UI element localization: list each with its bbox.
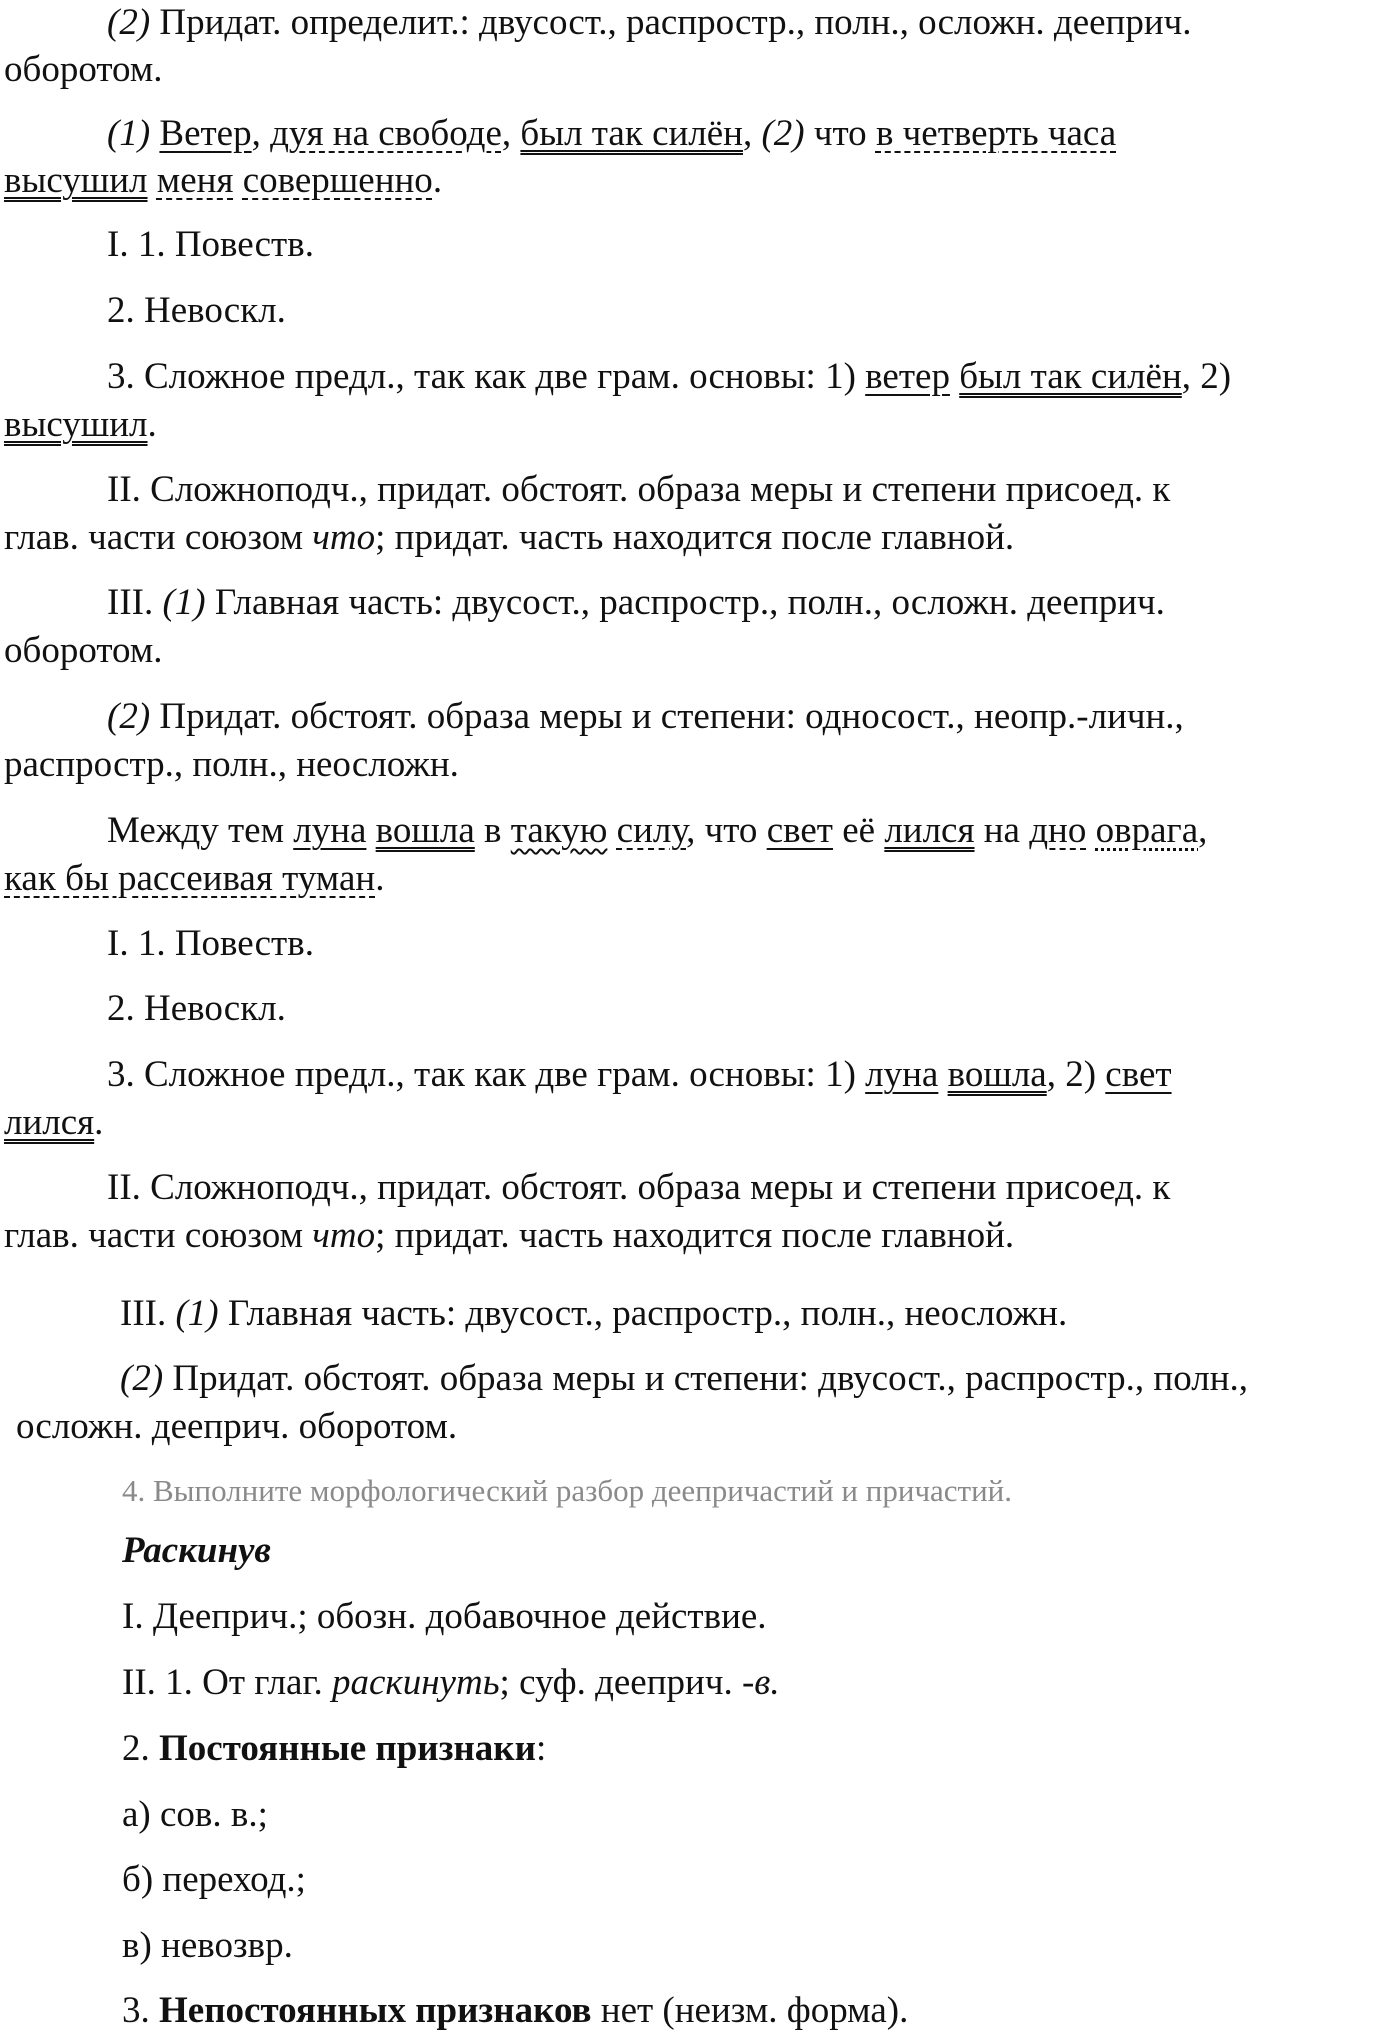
text-line bbox=[4, 1100, 103, 1146]
text-line bbox=[107, 0, 1192, 46]
marked-segment: вошла bbox=[947, 1054, 1047, 1095]
task-heading bbox=[122, 1468, 1012, 1514]
text-segment bbox=[938, 1054, 947, 1095]
text-segment: : bbox=[535, 1728, 547, 1769]
text-line bbox=[4, 158, 442, 204]
marked-segment: Ветер bbox=[159, 113, 252, 154]
text-segment: 3. Сложное предл., так как две грам. основы: 1) bbox=[107, 1054, 866, 1095]
marked-segment: силу bbox=[616, 810, 687, 851]
text-line bbox=[4, 1213, 1014, 1259]
marked-segment: в четверть часа bbox=[875, 113, 1117, 154]
text-segment: а) сов. в.; bbox=[122, 1794, 268, 1835]
text-segment: III. bbox=[107, 582, 163, 623]
text-segment bbox=[607, 810, 616, 851]
text-line bbox=[107, 921, 314, 967]
text-segment: её bbox=[832, 810, 885, 851]
marked-segment: свет bbox=[1105, 1054, 1172, 1095]
text-line bbox=[122, 1923, 293, 1969]
text-line bbox=[107, 694, 1184, 740]
text-line bbox=[122, 1594, 767, 1640]
text-segment bbox=[148, 160, 157, 201]
marked-segment: что bbox=[312, 517, 376, 558]
text-segment: оборотом. bbox=[4, 49, 163, 90]
text-segment: Придат. определит.: двусост., распростр., полн., осложн. дееприч. bbox=[150, 2, 1192, 43]
text-segment: . bbox=[432, 160, 443, 201]
marked-segment: дно bbox=[1029, 810, 1087, 851]
marked-segment: как бы рассеивая туман bbox=[4, 858, 376, 899]
text-segment: глав. части союзом bbox=[4, 1215, 313, 1256]
text-segment: в bbox=[474, 810, 511, 851]
text-line bbox=[107, 222, 314, 268]
text-segment: , что bbox=[686, 810, 767, 851]
text-line bbox=[122, 1792, 268, 1838]
text-segment: II. 1. От глаг. bbox=[122, 1662, 332, 1703]
text-segment: . bbox=[94, 1102, 104, 1143]
text-line bbox=[120, 1291, 1067, 1337]
text-line bbox=[120, 1356, 1248, 1402]
marked-segment: был так силён bbox=[520, 113, 743, 154]
text-line bbox=[4, 742, 459, 788]
marked-segment: высушил bbox=[4, 160, 148, 201]
text-segment: 2. Невоскл. bbox=[107, 988, 286, 1029]
text-line bbox=[107, 1052, 1172, 1098]
marked-segment: ветер bbox=[865, 356, 950, 397]
marked-segment: раскинуть bbox=[331, 1662, 500, 1703]
text-segment: . bbox=[147, 404, 157, 445]
text-segment: Придат. обстоят. образа меры и степени: двусост., распростр., полн., bbox=[163, 1358, 1249, 1399]
text-line bbox=[4, 47, 162, 93]
text-segment bbox=[1086, 810, 1095, 851]
text-segment: II. Сложноподч., придат. обстоят. образа меры и степени присоед. к bbox=[107, 469, 1171, 510]
text-line bbox=[107, 808, 1207, 854]
text-line bbox=[4, 515, 1014, 561]
text-segment bbox=[233, 160, 242, 201]
text-segment: Между тем bbox=[107, 810, 294, 851]
text-segment: ; придат. часть находится после главной. bbox=[375, 517, 1015, 558]
text-line bbox=[122, 1988, 908, 2034]
text-segment: 3. Сложное предл., так как две грам. основы: 1) bbox=[107, 356, 866, 397]
marked-segment: (2) bbox=[107, 696, 151, 737]
text-segment: I. 1. Повеств. bbox=[107, 923, 314, 964]
word-heading bbox=[122, 1528, 271, 1574]
text-segment: оборотом. bbox=[4, 630, 163, 671]
marked-segment: (2) bbox=[107, 2, 151, 43]
text-segment: глав. части союзом bbox=[4, 517, 313, 558]
text-segment: ; суф. дееприч. - bbox=[499, 1662, 755, 1703]
text-segment: . bbox=[375, 858, 385, 899]
text-line bbox=[4, 402, 157, 448]
text-segment: , bbox=[1198, 810, 1208, 851]
text-segment bbox=[366, 810, 375, 851]
marked-segment: лился bbox=[884, 810, 975, 851]
text-segment: I. 1. Повеств. bbox=[107, 224, 314, 265]
text-line bbox=[107, 1165, 1170, 1211]
text-segment: что bbox=[804, 113, 876, 154]
text-line bbox=[122, 1726, 546, 1772]
text-segment: , bbox=[501, 113, 521, 154]
marked-segment: (1) bbox=[175, 1293, 219, 1334]
marked-segment: высушил bbox=[4, 404, 148, 445]
marked-segment: луна bbox=[293, 810, 367, 851]
text-line bbox=[16, 1404, 457, 1450]
marked-segment: вошла bbox=[375, 810, 475, 851]
marked-segment: (1) bbox=[107, 113, 151, 154]
text-segment: осложн. дееприч. оборотом. bbox=[16, 1406, 458, 1447]
text-line bbox=[4, 856, 384, 902]
text-segment: III. bbox=[120, 1293, 176, 1334]
marked-segment: совершенно bbox=[242, 160, 433, 201]
text-segment: Главная часть: двусост., распростр., полн., осложн. дееприч. bbox=[205, 582, 1165, 623]
text-line bbox=[107, 288, 286, 334]
text-segment: , 2) bbox=[1046, 1054, 1106, 1095]
text-line bbox=[107, 986, 286, 1032]
marked-segment: свет bbox=[766, 810, 833, 851]
text-segment: 2. bbox=[122, 1728, 159, 1769]
text-line bbox=[107, 354, 1231, 400]
text-segment: распростр., полн., неосложн. bbox=[4, 744, 459, 785]
text-segment: I. Дееприч.; обозн. добавочное действие. bbox=[122, 1596, 767, 1637]
text-segment: , bbox=[742, 113, 762, 154]
marked-segment: Непостоянных признаков bbox=[159, 1990, 592, 2031]
text-line bbox=[122, 1857, 306, 1903]
text-segment: ; придат. часть находится после главной. bbox=[375, 1215, 1015, 1256]
text-segment: 2. Невоскл. bbox=[107, 290, 286, 331]
marked-segment: был так силён bbox=[959, 356, 1182, 397]
text-segment: нет (неизм. форма). bbox=[591, 1990, 909, 2031]
marked-segment: (2) bbox=[120, 1358, 164, 1399]
marked-segment: что bbox=[312, 1215, 376, 1256]
marked-segment: Постоянные признаки bbox=[159, 1728, 536, 1769]
marked-segment: меня bbox=[156, 160, 234, 201]
marked-segment: (2) bbox=[761, 113, 805, 154]
marked-segment: оврага bbox=[1095, 810, 1199, 851]
text-line bbox=[107, 467, 1170, 513]
marked-segment: луна bbox=[865, 1054, 939, 1095]
text-segment: на bbox=[974, 810, 1030, 851]
text-segment: Главная часть: двусост., распростр., полн., неосложн. bbox=[218, 1293, 1068, 1334]
text-line bbox=[107, 580, 1165, 626]
text-line bbox=[4, 628, 162, 674]
marked-segment: Раскинув bbox=[122, 1530, 271, 1571]
marked-segment: лился bbox=[4, 1102, 95, 1143]
text-segment: 3. bbox=[122, 1990, 159, 2031]
text-line bbox=[107, 111, 1116, 157]
marked-segment: такую bbox=[510, 810, 608, 851]
text-line bbox=[122, 1660, 780, 1706]
marked-segment: дуя на свободе bbox=[270, 113, 502, 154]
text-segment: в) невозвр. bbox=[122, 1925, 293, 1966]
text-segment bbox=[950, 356, 959, 397]
text-segment: Придат. обстоят. образа меры и степени: односост., неопр.-личн., bbox=[150, 696, 1184, 737]
text-segment: , 2) bbox=[1181, 356, 1232, 397]
marked-segment: в. bbox=[754, 1662, 780, 1703]
text-segment: II. Сложноподч., придат. обстоят. образа меры и степени присоед. к bbox=[107, 1167, 1171, 1208]
marked-segment: (1) bbox=[162, 582, 206, 623]
text-segment: б) переход.; bbox=[122, 1859, 306, 1900]
text-segment: , bbox=[251, 113, 271, 154]
text-segment: 4. Выполните морфологический разбор деепричастий и причастий. bbox=[122, 1473, 1013, 1508]
